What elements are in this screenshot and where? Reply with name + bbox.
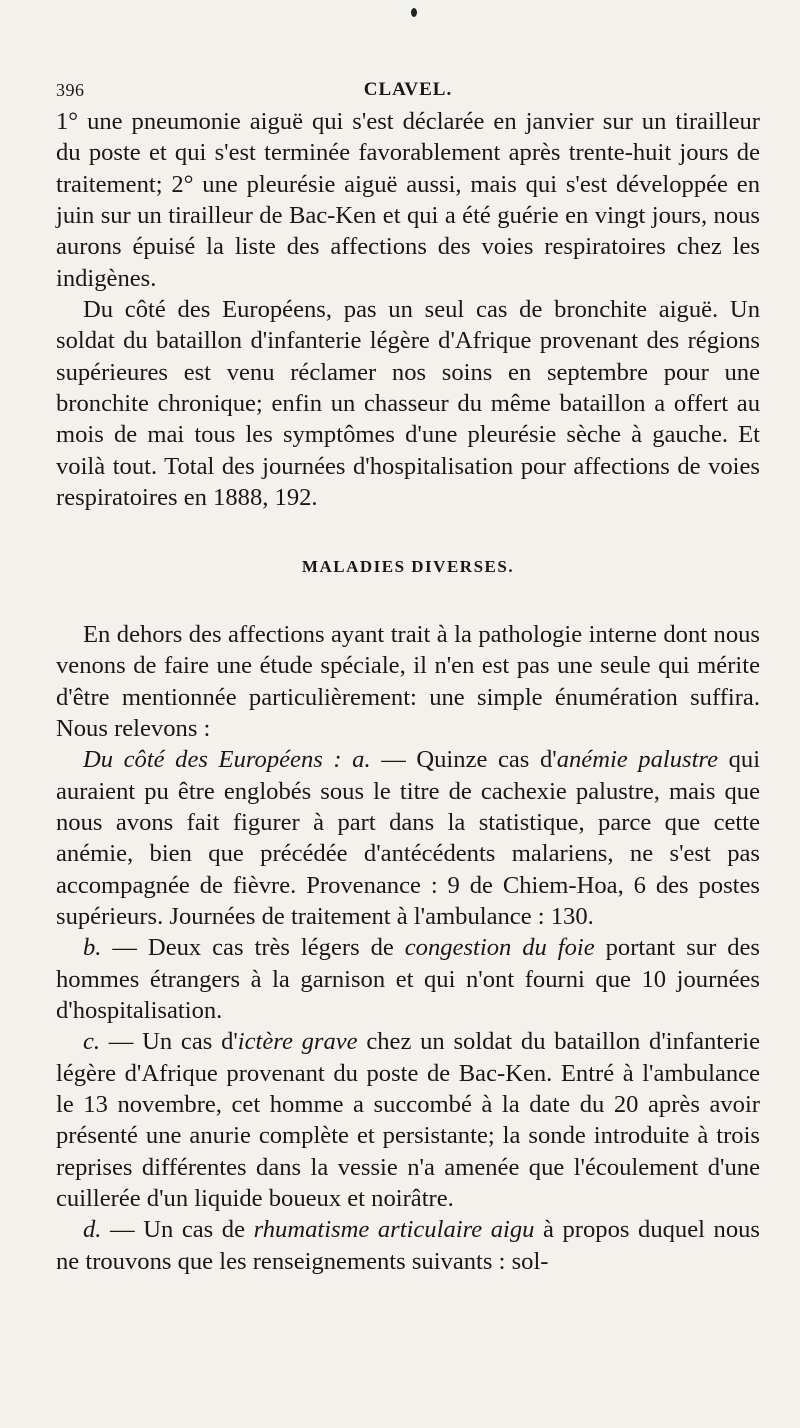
item-c-text: chez un soldat du bataillon d'infanterie légère d'Afrique provenant du poste de Bac-Ken. Entré à l'ambulance le 13 novembre, cet homme a succombé à la date du 20 après avoir présenté une anurie complète et persistante; la sonde introduite à trois reprises différentes dans la vessie n'a amenée que l'écoulement d'une cuillerée d'un liquide boueux et noirâtre.	[56, 1028, 760, 1212]
item-b-term: congestion du foie	[404, 934, 595, 962]
section-title: MALADIES DIVERSES.	[301, 557, 515, 577]
item-d-label: d.	[83, 1216, 102, 1244]
ink-spot	[411, 8, 417, 17]
running-title: CLAVEL.	[363, 79, 453, 100]
page-number: 396	[56, 80, 85, 100]
item-d-pre: — Un cas de	[101, 1216, 254, 1244]
paragraph-item-d	[56, 1214, 760, 1277]
item-a-pre: — Quinze cas d'	[370, 746, 557, 774]
item-a-label: Du côté des Européens : a.	[83, 746, 371, 774]
paragraph-item-a	[56, 744, 760, 932]
paragraph-respiratory-europeans: Du côté des Européens, pas un seul cas de bronchite aiguë. Un soldat du bataillon d'infanterie légère d'Afrique provenant des régions supérieures est venu réclamer nos soins en septembre pour une bronchite chronique; enfin un chasseur du même bataillon a offert au mois de mai tous les symptômes d'une pleurésie sèche à gauche. Et voilà tout. Total des journées d'hospitalisation pour affections de voies respiratoires en 1888, 192.	[56, 296, 760, 512]
item-d-text: à propos duquel nous ne trouvons que les renseignements suivants : sol-	[56, 1216, 761, 1275]
running-head	[56, 76, 760, 106]
item-c-pre: — Un cas d'	[100, 1028, 238, 1056]
paragraph-item-b	[56, 932, 760, 1026]
paragraph-intro: En dehors des affections ayant trait à la pathologie interne dont nous venons de faire une étude spéciale, il n'en est pas une seule qui mérite d'être mentionnée particulièrement: une simple énumération suffira. Nous relevons :	[56, 620, 760, 742]
item-d-term: rhumatisme articulaire aigu	[253, 1216, 535, 1244]
item-a-text: qui auraient pu être englobés sous le titre de cachexie palustre, mais que nous avons fait figurer à part dans la statistique, parce que cette anémie, bien que précédée d'antécédents malariens, ne s'est pas accompagnée de fièvre. Provenance : 9 de Chiem-Hoa, 6 des postes supérieurs. Journées de traitement à l'ambulance : 130.	[56, 746, 761, 930]
body-text	[56, 106, 760, 1277]
item-b-pre: — Deux cas très légers de	[101, 934, 405, 962]
item-c-term: ictère grave	[237, 1028, 358, 1056]
item-c-label: c.	[83, 1028, 101, 1056]
item-a-term: anémie palustre	[556, 746, 719, 774]
item-b-text: portant sur des hommes étrangers à la garnison et qui n'ont fourni que 10 journées d'hospitalisation.	[56, 934, 760, 1024]
paragraph-respiratory-indigenous: 1° une pneumonie aiguë qui s'est déclarée en janvier sur un tirailleur du poste et qui s'est terminée favorablement après trente-huit jours de traitement; 2° une pleurésie aiguë aussi, mais qui s'est développée en juin sur un tirailleur de Bac-Ken et qui a été guérie en vingt jours, nous aurons épuisé la liste des affections des voies respiratoires chez les indigènes.	[56, 108, 760, 292]
paragraph-item-c	[56, 1026, 760, 1214]
item-b-label: b.	[83, 934, 102, 962]
